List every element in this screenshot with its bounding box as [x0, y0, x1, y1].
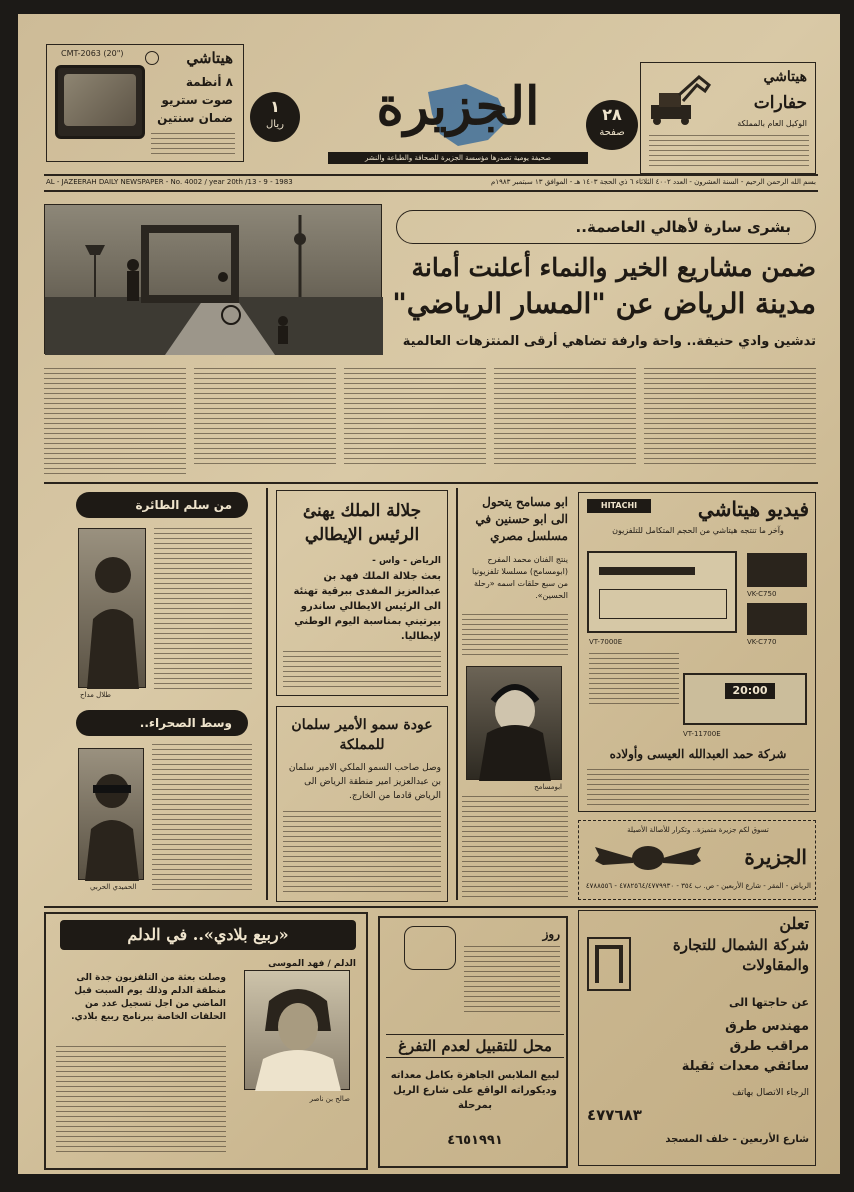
lead-deck: تدشين وادي حنيفة.. واحة وارفة تضاهي أرقى المنتزهات العالمية	[402, 334, 816, 349]
drama-headline: ابو مسامح يتحول الى ابو حسنين في مسلسل مصري	[475, 495, 568, 543]
drama-photo-caption: ابومسامح	[534, 783, 562, 791]
dilam-body-2	[56, 1046, 226, 1156]
lead-headline-1: ضمن مشاريع الخير والنماء أعلنت أمانة	[411, 253, 816, 282]
prince-lead: وصل صاحب السمو الملكي الامير سلمان بن عبدالعزيز امير منطقة الرياض الى الرياض قادما من الخارج.	[288, 763, 441, 801]
ad-company-item-1: مهندس طرق	[725, 1019, 809, 1034]
ad-tv-line1: ٨ أنظمة	[185, 75, 233, 89]
excavator-icon	[645, 71, 715, 127]
ad-video	[578, 492, 816, 812]
lead-body-col3	[344, 368, 486, 466]
prince-story	[276, 706, 448, 902]
ad-company-name: شركة الشمال للتجارة والمقاولات	[672, 936, 809, 974]
dilam-photo	[244, 970, 350, 1090]
ad-company-phone: ٤٧٧٦٨٣	[587, 1106, 642, 1124]
actor-portrait-icon	[467, 667, 563, 781]
camera-icon-2	[747, 603, 807, 635]
masthead-title: الجزيرة	[376, 76, 540, 137]
rose-logo-icon	[404, 926, 456, 970]
pages-value: ٢٨	[602, 105, 622, 124]
prince-body	[283, 811, 441, 895]
lead-body-col5	[644, 368, 816, 466]
drama-body-2	[462, 796, 568, 900]
pages-unit: صفحة	[599, 127, 625, 138]
drama-body	[462, 614, 568, 658]
ad-excavator-headline: حفارات	[753, 93, 807, 113]
person-icon	[79, 529, 147, 689]
vcr-display: 20:00	[725, 683, 775, 699]
drama-lead: ينتج الفنان محمد المفرح (ابومسامح) مسلسلا تلفزيونيا من سبع حلقات اسمه «رحلة الحسين».	[472, 555, 568, 600]
park-illustration-icon	[45, 205, 383, 355]
lead-kicker: بشرى سارة لأهالي العاصمة..	[396, 210, 816, 244]
company-logo-icon	[587, 937, 631, 991]
masthead-subtitle: صحيفة يومية تصدرها مؤسسة الجزيرة للصحافة والطباعة والنشر	[328, 152, 588, 164]
king-dateline: الرياض - واس -	[372, 556, 441, 566]
pages-badge	[586, 100, 638, 150]
ad-tv-brand: هيتاشي	[186, 49, 233, 67]
ad-shop-logo: روز	[542, 927, 560, 941]
ad-shop-phone: ٤٦٥١٩٩١	[447, 1133, 503, 1148]
ad-excavator-brand: هيتاشي	[763, 69, 807, 85]
price-badge	[250, 92, 300, 142]
column-photo-2	[78, 748, 144, 880]
dilam-body: وصلت بعثة من التلفزيون جدة الى منطقة الدلم وذلك يوم السبت قبل الماضي من اجل تسجيل عدد من الحلقات الخاصة ببرنامج ربيع بلادي.	[71, 973, 226, 1022]
newspaper-page	[18, 14, 840, 1174]
drama-photo	[466, 666, 562, 780]
ad-tv-line2: صوت ستريو	[161, 93, 233, 107]
ad-excavator-caption: الوكيل العام بالمملكة	[737, 119, 807, 128]
ad-shop	[378, 916, 568, 1168]
column-body-2	[152, 744, 252, 890]
column-title-1: من سلم الطائرة	[76, 492, 248, 518]
ad-company-address: شارع الأربعين - خلف المسجد	[665, 1134, 809, 1145]
king-headline: جلالة الملك يهنئ الرئيس الإيطالي	[302, 501, 422, 545]
ad-video-headline: فيديو هيتاشي	[697, 497, 809, 521]
king-story	[276, 490, 448, 696]
person-icon	[245, 971, 351, 1091]
ad-company-item-2: مراقب طرق	[729, 1039, 809, 1054]
ad-shop-headline: محل للتقبيل لعدم التفرغ	[386, 1034, 564, 1058]
lead-photo	[44, 204, 382, 354]
hitachi-logo-icon	[145, 51, 159, 65]
ad-video-model-4: VT-11700E	[683, 730, 721, 738]
ad-video-model-3: VT-7000E	[589, 638, 623, 646]
ad-tv-line3: ضمان سنتين	[157, 111, 233, 125]
camera-icon-1	[747, 553, 807, 587]
ad-shop-body: لبيع الملابس الجاهزة بكامل معداته وديكوراته الواقع على شارع الريل بمرحلة	[390, 1070, 560, 1111]
prince-headline: عودة سمو الأمير سلمان للمملكة	[291, 717, 433, 753]
column-photo-1	[78, 528, 146, 688]
ad-tv	[46, 44, 244, 162]
king-lead: بعث جلالة الملك فهد بن عبدالعزيز المفدى ببرقية تهنئة الى الرئيس الايطالي ساندرو بيرتيني بمناسبة اليوم الوطني لإيطاليا.	[293, 571, 441, 642]
ad-jazeera-headline: تسوق لكم جزيرة متميزة.. وتكرار للأصالة الأصيلة	[627, 826, 769, 834]
ad-video-addresses	[587, 769, 809, 807]
column-byline-2: الحميدي الحربي	[90, 883, 137, 891]
ad-video-tagline: وآخر ما تنتجه هيتاشي من الحجم المتكامل للتلفزيون	[612, 526, 784, 535]
column-byline-1: طلال مداح	[80, 691, 111, 699]
ad-excavator-fineprint	[649, 135, 809, 169]
column-title-2: وسط الصحراء..	[76, 710, 248, 736]
ad-company-contact: الرجاء الاتصال بهاتف	[732, 1088, 809, 1098]
ad-jazeera-brand: الجزيرة	[744, 845, 807, 869]
lead-body-col1	[44, 368, 186, 478]
ad-tv-fineprint	[151, 133, 235, 155]
dilam-photo-caption: صالح بن ناصر	[309, 1095, 350, 1103]
masthead-logo	[348, 54, 568, 164]
ad-company-item-3: سائقي معدات ثقيلة	[681, 1059, 809, 1074]
lead-headline-2: مدينة الرياض عن "المسار الرياضي"	[392, 287, 816, 320]
wings-icon	[593, 841, 703, 875]
ad-video-model-1: VK-C750	[747, 590, 777, 598]
lead-body-col4	[494, 368, 636, 466]
ad-jazeera-contact: الرياض - المقر - شارع الأربعين - ص. ب ٣٥٤ - ٤٧٨٢٥٦٤/٤٧٧٩٩٣٠ - ٤٧٨٨٥٥٦	[585, 882, 811, 890]
ad-video-dealer: شركة حمد العبدالله العيسى وأولاده	[609, 747, 787, 761]
tv-icon	[55, 65, 145, 139]
ad-company-intro: تعلن	[779, 914, 809, 933]
price-unit: ريال	[266, 119, 284, 130]
ad-company	[578, 910, 816, 1166]
ad-jazeera	[578, 820, 816, 900]
ad-company-need: عن حاجتها الى	[729, 996, 809, 1009]
ad-excavator	[640, 62, 816, 174]
dilam-banner: «ربيع بلادي».. في الدلم	[60, 920, 356, 950]
ad-tv-model: CMT-2063 (20")	[61, 49, 124, 58]
price-value: ١	[270, 97, 280, 116]
ad-video-brand-en: HITACHI	[587, 499, 651, 513]
dilam-story	[44, 912, 368, 1170]
ad-video-model-2: VK-C770	[747, 638, 777, 646]
dateline-ar: بسم الله الرحمن الرحيم - السنة العشرون - العدد ٤٠٠٢ الثلاثاء ٦ ذي الحجة ١٤٠٣ هـ - الموافق ١٣ سبتمبر ١٩٨٣م	[490, 178, 816, 186]
person-icon	[79, 749, 145, 881]
dateline-en: AL - JAZEERAH DAILY NEWSPAPER - No. 4002 / year 20th /13 - 9 - 1983	[46, 178, 293, 186]
vcr-icon	[587, 551, 737, 633]
vcr2-icon	[683, 673, 807, 725]
lead-body-col2	[194, 368, 336, 466]
column-body-1	[154, 528, 252, 692]
ad-shop-info	[464, 946, 560, 1016]
ad-video-specs	[589, 653, 679, 707]
king-body	[283, 651, 441, 691]
dilam-dateline: الدلم / فهد الموسى	[268, 959, 356, 969]
